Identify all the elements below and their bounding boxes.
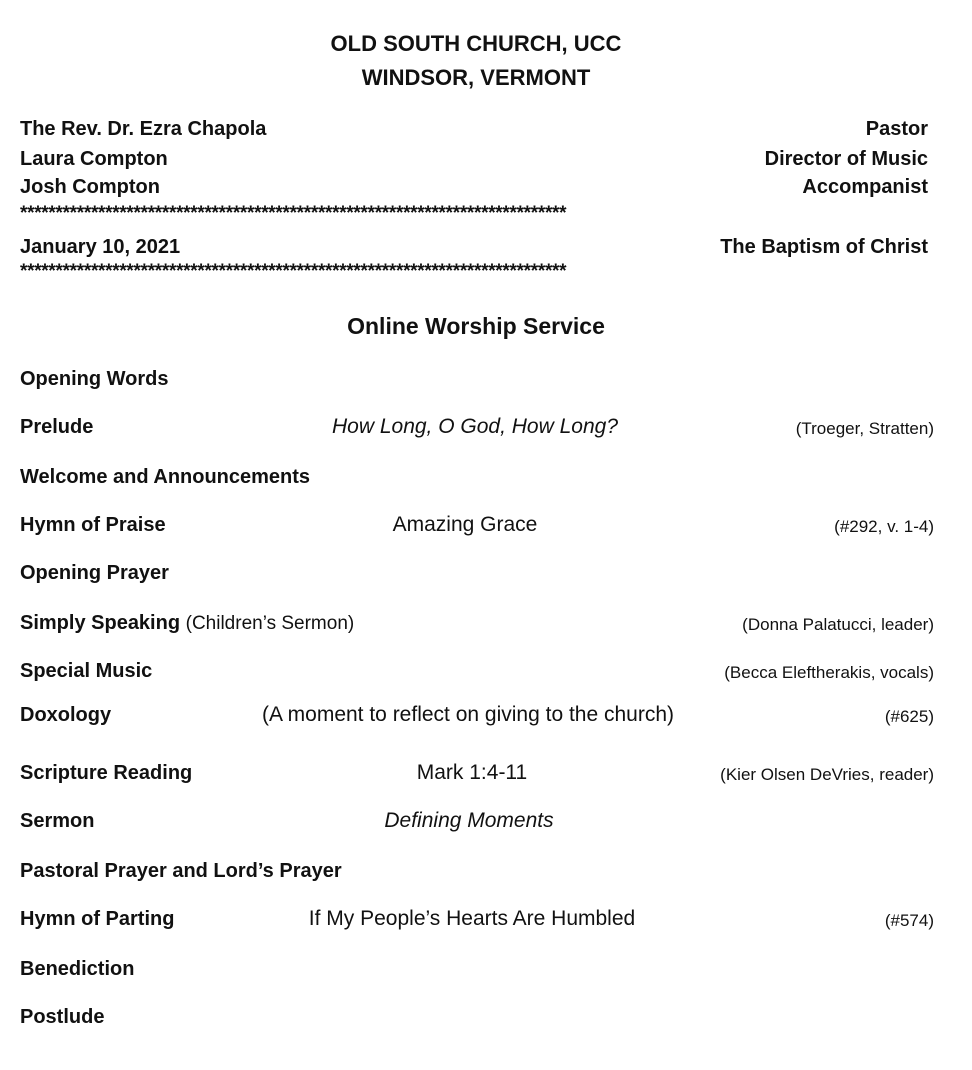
- service-title: Online Worship Service: [347, 313, 605, 339]
- staff-name: Josh Compton: [20, 176, 160, 198]
- order-item-title: Defining Moments: [384, 809, 554, 832]
- staff-role: Accompanist: [802, 176, 928, 198]
- order-item-label: Pastoral Prayer and Lord’s Prayer: [20, 860, 342, 882]
- order-item-title: Amazing Grace: [392, 513, 538, 536]
- separator-line: *****************************************************************************: [20, 203, 567, 224]
- order-item-label-row: [20, 612, 354, 635]
- order-item-title: Mark 1:4-11: [416, 761, 528, 784]
- order-item-label: Opening Words: [20, 368, 169, 390]
- order-item-note: (#292, v. 1-4): [834, 517, 934, 536]
- order-item-label: Doxology: [20, 704, 112, 726]
- separator-line: *****************************************************************************: [20, 261, 567, 282]
- order-item-note: (Kier Olsen DeVries, reader): [720, 765, 934, 784]
- order-item-label: Hymn of Praise: [20, 514, 166, 536]
- church-name: OLD SOUTH CHURCH, UCC: [330, 31, 622, 56]
- order-item-label: Opening Prayer: [20, 562, 169, 584]
- church-location: WINDSOR, VERMONT: [361, 65, 591, 90]
- service-date: January 10, 2021: [20, 236, 181, 258]
- order-item-label: Postlude: [20, 1006, 105, 1028]
- order-item-label: Special Music: [20, 660, 153, 682]
- order-item-title: If My People’s Hearts Are Humbled: [308, 907, 636, 930]
- order-item-title: How Long, O God, How Long?: [331, 415, 619, 438]
- staff-role: Director of Music: [764, 148, 928, 170]
- staff-name: The Rev. Dr. Ezra Chapola: [20, 118, 267, 140]
- order-item-label: Scripture Reading: [20, 762, 193, 784]
- order-item-note: (Becca Eleftherakis, vocals): [724, 663, 934, 682]
- order-item-label: Welcome and Announcements: [20, 466, 311, 488]
- order-item-label: Sermon: [20, 810, 95, 832]
- order-item-label: Benediction: [20, 958, 135, 980]
- order-item-note: (Troeger, Stratten): [795, 419, 934, 438]
- order-item-label: Simply Speaking: [20, 612, 181, 634]
- staff-name: Laura Compton: [20, 148, 168, 170]
- staff-role: Pastor: [865, 118, 928, 140]
- order-item-note: (#574): [884, 911, 934, 930]
- order-item-label: Prelude: [20, 416, 94, 438]
- order-item-label: Hymn of Parting: [20, 908, 175, 930]
- order-item-title: (A moment to reflect on giving to the church): [261, 703, 675, 726]
- order-item-note: (#625): [884, 707, 934, 726]
- order-item-note: (Donna Palatucci, leader): [742, 615, 934, 634]
- order-item-sublabel: (Children’s Sermon): [185, 613, 355, 634]
- service-occasion: The Baptism of Christ: [720, 236, 928, 258]
